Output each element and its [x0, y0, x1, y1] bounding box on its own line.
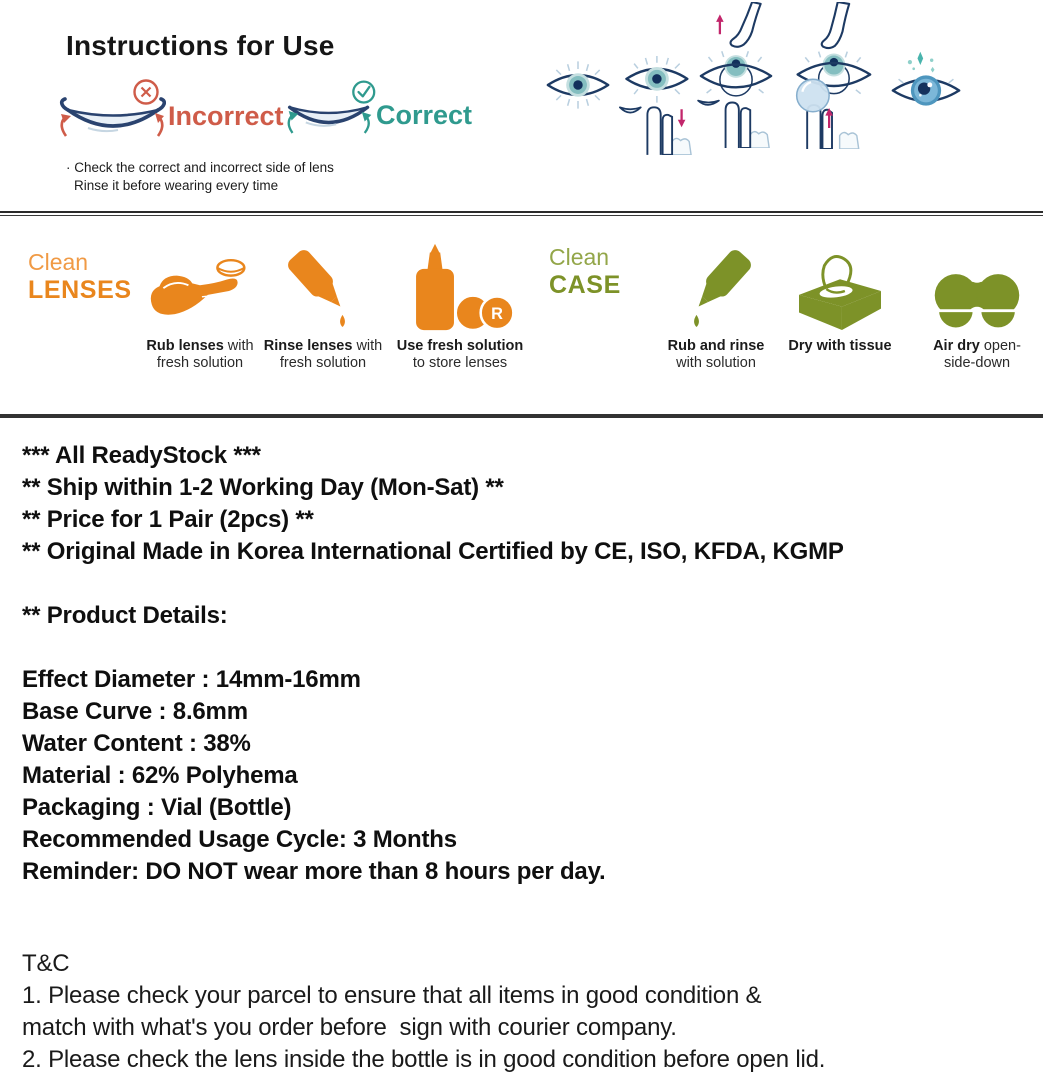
x-circle-icon	[135, 81, 158, 104]
clean-step-store-lenses	[385, 240, 535, 372]
note-line: · Check the correct and incorrect side of lens	[66, 160, 334, 175]
clean-lenses-title-line2: LENSES	[28, 275, 132, 304]
spec-line: Material : 62% Polyhema	[22, 762, 298, 789]
correct-lens-icon	[283, 78, 378, 146]
clean-step-rinse-lenses	[248, 240, 398, 372]
down-arrow-icon	[678, 109, 686, 127]
solution-drop-bottle-icon	[284, 244, 362, 332]
spec-line: Effect Diameter : 14mm-16mm	[22, 666, 361, 693]
listing-text-block	[22, 440, 844, 888]
clean-step-label: Dry with tissue	[788, 338, 892, 354]
lens-case-upside-down-icon	[929, 272, 1025, 332]
instructions-notes	[66, 159, 334, 195]
spec-line: Packaging : Vial (Bottle)	[22, 794, 292, 821]
spec-line: Recommended Usage Cycle: 3 Months	[22, 826, 457, 853]
clean-step-label: Rinse lenses with fresh solution	[263, 338, 383, 371]
case-letter-r: R	[491, 304, 503, 323]
check-circle-icon	[353, 82, 374, 103]
section-divider	[0, 211, 1043, 216]
pull-eyelid-up-icon	[697, 2, 775, 148]
lens-on-fingertip-icon	[617, 54, 693, 155]
clean-step-label: Use fresh solution to store lenses	[396, 338, 524, 371]
clean-step-air-dry-case	[902, 240, 1043, 372]
clean-case-title	[549, 245, 621, 299]
tissue-box-icon	[791, 250, 889, 332]
incorrect-lens-icon	[58, 78, 166, 146]
correct-label: Correct	[376, 100, 473, 130]
solution-drop-bottle-icon	[677, 244, 755, 332]
hand-holding-lens-icon	[146, 252, 254, 332]
terms-line: match with what's you order before sign with courier company.	[22, 1014, 677, 1041]
terms-line: 2. Please check the lens inside the bottle is in good condition before open lid.	[22, 1046, 826, 1073]
spec-line: Reminder: DO NOT wear more than 8 hours per day.	[22, 858, 606, 885]
clean-step-label: Rub and rinse with solution	[667, 338, 765, 371]
listing-headline: ** Price for 1 Pair (2pcs) **	[22, 506, 314, 533]
listing-headline: ** Original Made in Korea International Certified by CE, ISO, KFDA, KGMP	[22, 538, 844, 565]
clean-step-label: Air dry open- side-down	[933, 338, 1021, 371]
solution-bottle-and-case-icon	[404, 242, 516, 332]
up-arrow-icon	[716, 14, 724, 34]
incorrect-label: Incorrect	[168, 101, 284, 131]
instructions-title: Instructions for Use	[66, 30, 335, 61]
listing-headline: *** All ReadyStock ***	[22, 442, 261, 469]
terms-header: T&C	[22, 950, 70, 977]
terms-block	[22, 948, 825, 1076]
clean-lenses-title	[28, 250, 132, 304]
clean-lenses-title-line1: Clean	[28, 249, 89, 275]
listing-headline: ** Ship within 1-2 Working Day (Mon-Sat) **	[22, 474, 504, 501]
section-divider	[0, 414, 1043, 418]
clean-case-title-line1: Clean	[549, 244, 610, 270]
terms-line: 1. Please check your parcel to ensure that all items in good condition &	[22, 982, 762, 1009]
clean-case-title-line2: CASE	[549, 270, 621, 299]
clean-step-dry-tissue	[765, 240, 915, 355]
open-eye-icon	[545, 57, 611, 113]
spec-line: Base Curve : 8.6mm	[22, 698, 248, 725]
spec-line: Water Content : 38%	[22, 730, 251, 757]
place-lens-on-eye-icon	[790, 2, 874, 149]
eye-with-lens-sparkle-icon	[891, 50, 961, 114]
note-line: Rinse it before wearing every time	[74, 178, 279, 193]
clean-step-label: Rub lenses with fresh solution	[146, 338, 254, 371]
product-details-header: ** Product Details:	[22, 602, 228, 629]
